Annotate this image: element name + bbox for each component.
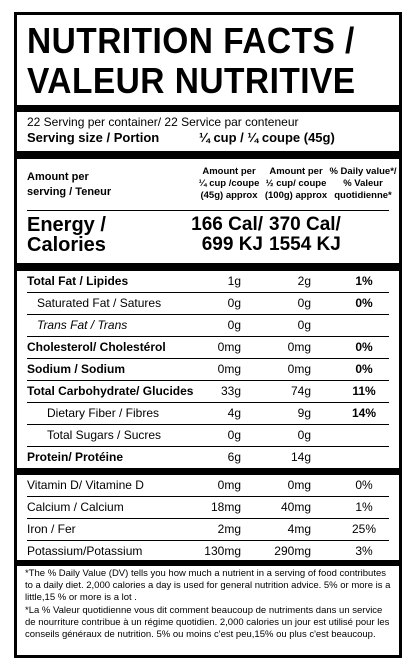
energy-col2-line-1: 370 Cal/ bbox=[269, 214, 341, 235]
row-fiber-v1: 4g bbox=[227, 406, 241, 420]
rule-row bbox=[27, 446, 389, 447]
rule-row bbox=[27, 314, 389, 315]
row-trans-fat-name: Trans Fat / Trans bbox=[37, 318, 128, 332]
row-cholesterol-v2: 0mg bbox=[287, 340, 311, 354]
row-iron-v1: 2mg bbox=[217, 522, 241, 536]
row-potassium-name: Potassium/Potassium bbox=[27, 544, 143, 558]
rule-row bbox=[27, 380, 389, 381]
footnote-english: *The % Daily Value (DV) tells you how much a nutrient in a serving of food contributes to a daily diet. 2,000 calories a day is used for general nutrition advice. 5% or more is a little,15 % or more is a lot . bbox=[25, 568, 391, 603]
rule-row bbox=[27, 358, 389, 359]
row-potassium-v2: 290mg bbox=[274, 544, 311, 558]
rule-thick-protein bbox=[17, 468, 399, 475]
row-fiber-name: Dietary Fiber / Fibres bbox=[47, 406, 160, 420]
row-iron-name: Iron / Fer bbox=[27, 522, 76, 536]
row-calcium-v1: 18mg bbox=[210, 500, 241, 514]
row-carbohydrate-name: Total Carbohydrate/ Glucides bbox=[27, 384, 194, 398]
row-fiber-v2: 9g bbox=[297, 406, 311, 420]
row-total-fat-name: Total Fat / Lipides bbox=[27, 274, 129, 288]
row-vitamin-d-v1: 0mg bbox=[217, 478, 241, 492]
row-cholesterol-name: Cholesterol/ Cholestérol bbox=[27, 340, 166, 354]
row-cholesterol-v1: 0mg bbox=[217, 340, 241, 354]
row-sodium-v1: 0mg bbox=[217, 362, 241, 376]
header-col2: Amount per ½ cup/ coupe (100g) approx bbox=[264, 166, 328, 201]
rule-thick-top bbox=[17, 105, 399, 112]
rule-row bbox=[27, 518, 389, 519]
energy-label-1: Energy / bbox=[27, 214, 106, 236]
row-calcium-v2: 40mg bbox=[280, 500, 311, 514]
row-potassium-v1: 130mg bbox=[204, 544, 241, 558]
row-protein-v2: 14g bbox=[290, 450, 311, 464]
row-protein-name: Protein/ Protéine bbox=[27, 450, 124, 464]
header-col1: Amount per ¼ cup /coupe (45g) approx bbox=[198, 166, 260, 201]
row-sugars-v2: 0g bbox=[297, 428, 311, 442]
rule-thick-serving bbox=[17, 151, 399, 159]
row-sodium-name: Sodium / Sodium bbox=[27, 362, 125, 376]
row-sodium-v2: 0mg bbox=[287, 362, 311, 376]
serving-size-value: ¼ cup / ¼ coupe (45g) bbox=[199, 130, 335, 145]
header-amount-line-1: Amount per bbox=[27, 171, 89, 183]
row-calcium-dv: 1% bbox=[355, 500, 373, 514]
row-protein-v1: 6g bbox=[227, 450, 241, 464]
rule-thick-footnote bbox=[17, 560, 399, 566]
footnote-french: *La % Valeur quotidienne vous dit comment beaucoup de nutriments dans un service de nourriture contribue à un régime quotidien. 2,000 calories un jour est utilisé pour les conseils généraux de nutrition. 5% ou moins c'est peu,15% ou plus c'est beaucoup. bbox=[25, 605, 390, 640]
row-sugars-name: Total Sugars / Sucres bbox=[47, 428, 162, 442]
row-saturated-fat-v2: 0g bbox=[297, 296, 311, 310]
energy-col1-line-1: 166 Cal/ bbox=[191, 214, 263, 235]
nutrition-label bbox=[14, 12, 402, 658]
row-potassium-dv: 3% bbox=[355, 544, 373, 558]
row-sugars-v1: 0g bbox=[227, 428, 241, 442]
row-vitamin-d-name: Vitamin D/ Vitamine D bbox=[27, 478, 144, 492]
row-total-fat-dv: 1% bbox=[355, 274, 373, 288]
rule-row bbox=[27, 402, 389, 403]
serving-size-label: Serving size / Portion bbox=[27, 130, 160, 145]
title-line-2: VALEUR NUTRITIVE bbox=[27, 60, 356, 101]
row-fiber-dv: 14% bbox=[351, 406, 377, 420]
header-amount-line-2: serving / Teneur bbox=[27, 186, 112, 198]
energy-col1-line-2: 699 KJ bbox=[201, 234, 263, 255]
header-col3: % Daily value*/ % Valeur quotidienne* bbox=[329, 166, 397, 201]
rule-row bbox=[27, 540, 389, 541]
row-cholesterol-dv: 0% bbox=[355, 340, 373, 354]
row-vitamin-d-dv: 0% bbox=[355, 478, 373, 492]
row-trans-fat-v2: 0g bbox=[297, 318, 311, 332]
row-saturated-fat-dv: 0% bbox=[355, 296, 373, 310]
row-calcium-name: Calcium / Calcium bbox=[27, 500, 124, 514]
energy-col2-line-2: 1554 KJ bbox=[269, 234, 341, 255]
row-total-fat-v1: 1g bbox=[227, 274, 241, 288]
rule-energy-top bbox=[27, 210, 389, 211]
row-saturated-fat-name: Saturated Fat / Satures bbox=[37, 296, 162, 310]
row-carbohydrate-v1: 33g bbox=[220, 384, 241, 398]
row-sodium-dv: 0% bbox=[355, 362, 373, 376]
row-iron-dv: 25% bbox=[351, 522, 377, 536]
rule-row bbox=[27, 424, 389, 425]
row-carbohydrate-v2: 74g bbox=[290, 384, 311, 398]
rule-thick-energy bbox=[17, 263, 399, 271]
row-total-fat-v2: 2g bbox=[297, 274, 311, 288]
rule-row bbox=[27, 292, 389, 293]
rule-row bbox=[27, 336, 389, 337]
row-iron-v2: 4mg bbox=[287, 522, 311, 536]
energy-label-2: Calories bbox=[27, 234, 106, 256]
row-vitamin-d-v2: 0mg bbox=[287, 478, 311, 492]
title-line-1: NUTRITION FACTS / bbox=[27, 20, 355, 61]
row-trans-fat-v1: 0g bbox=[227, 318, 241, 332]
rule-row bbox=[27, 496, 389, 497]
row-saturated-fat-v1: 0g bbox=[227, 296, 241, 310]
servings-per-container: 22 Serving per container/ 22 Service par conteneur bbox=[27, 115, 299, 129]
row-carbohydrate-dv: 11% bbox=[352, 384, 376, 398]
